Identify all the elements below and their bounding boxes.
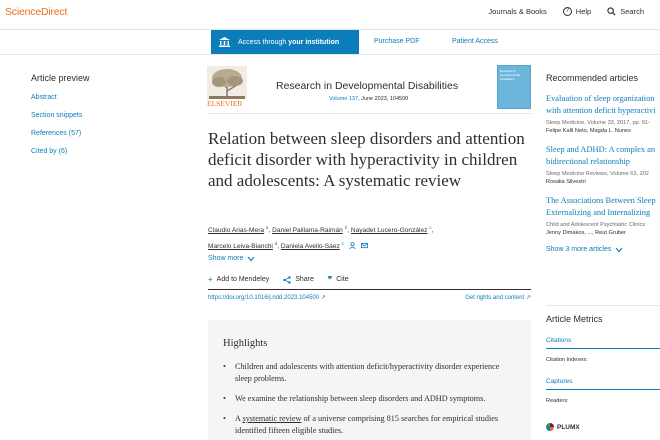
search-icon — [607, 7, 616, 16]
top-bar — [0, 0, 660, 30]
cite-label: Cite — [336, 276, 349, 283]
affiliation-sup[interactable]: d — [274, 241, 278, 247]
recommended-item-source: Sleep Medicine Reviews, Volume 63, 202 — [546, 171, 649, 177]
elsevier-wordmark: ELSEVIER — [207, 99, 243, 108]
readers-label: Readers: — [546, 398, 569, 404]
journal-cover-image[interactable] — [497, 65, 531, 109]
cite-button[interactable] — [328, 275, 349, 284]
access-label: Access through your institution — [238, 38, 340, 46]
author-link[interactable]: Daniela Avello-Sáez — [280, 243, 340, 251]
email-icon[interactable] — [361, 242, 368, 249]
chevron-down-icon — [247, 256, 255, 262]
affiliation-sup[interactable]: a — [265, 225, 269, 230]
affiliation-sup[interactable]: b — [344, 225, 348, 230]
recommended-item-authors: Jenny Dimakos, ..., Reut Gruber — [546, 230, 626, 236]
rights-link[interactable] — [465, 294, 531, 301]
volume-link[interactable]: Volume 137 — [329, 96, 359, 102]
plumx-icon — [546, 423, 554, 431]
affiliation-sup[interactable]: c — [341, 241, 344, 247]
plumx-label: PLUMX — [557, 423, 580, 431]
help-label: Help — [575, 7, 592, 16]
show-more-articles-label: Show 3 more articles — [546, 246, 612, 253]
recommended-item-authors: Rosalia Silvestri — [546, 179, 586, 185]
add-to-mendeley-button[interactable] — [208, 275, 269, 284]
nav-cited-by[interactable]: Cited by (6) — [31, 148, 68, 155]
access-bar — [0, 30, 660, 55]
share-button[interactable] — [283, 276, 314, 284]
highlight-text: of a universe comprising 815 searches for empirical studies identified fifteen eligible studies. — [235, 414, 499, 435]
share-label: Share — [295, 276, 314, 283]
recommended-item-source: Sleep Medicine, Volume 33, 2017, pp. 91- — [546, 120, 650, 126]
journal-title[interactable]: Research in Developmental Disabilities — [276, 80, 459, 92]
journals-books-link[interactable] — [488, 7, 546, 16]
highlight-item — [223, 413, 516, 437]
patient-access-link[interactable]: Patient Access — [452, 38, 498, 45]
search-label: Search — [620, 7, 644, 16]
quote-icon: ❞ — [327, 275, 333, 284]
institution-icon — [219, 37, 230, 47]
article-metrics-title: Article Metrics — [546, 314, 603, 324]
recommended-title: Recommended articles — [546, 73, 639, 83]
external-link-icon: ↗ — [320, 295, 326, 301]
article-preview-nav — [31, 73, 161, 166]
nav-references[interactable]: References (57) — [31, 130, 82, 137]
author-link[interactable]: Nayadet Lucero-González — [350, 227, 428, 235]
highlights-title: Highlights — [223, 338, 268, 349]
citation-indexes-label: Citation Indexes: — [546, 357, 588, 363]
plus-icon: + — [208, 275, 213, 284]
journal-volume-info — [329, 96, 408, 102]
citations-heading: Citations — [546, 337, 572, 344]
highlight-item: • We examine the relationship between sleep disorders and ADHD symptoms. — [223, 393, 516, 405]
purchase-pdf-link[interactable]: Purchase PDF — [374, 38, 420, 45]
author-list: Claudio Arias-Mera $^a$, Daniel Paillama-Raimán $^b$, Nayadet Lucero-González $^c$, Marcelo Leiva-Bianchi $^d$, Daniela Avello-Sáez $^c$ — [208, 225, 434, 251]
date-article-id: , June 2023, 104500 — [358, 96, 409, 102]
rights-text: Get rights and content — [465, 295, 525, 301]
journal-header — [207, 64, 531, 114]
recommended-item-title[interactable]: The Associations Between Sleep Externalizing and Internalizing — [546, 196, 656, 217]
person-icon[interactable] — [349, 242, 356, 249]
access-institution-button[interactable] — [211, 30, 359, 54]
doi-text: https://doi.org/10.1016/j.ridd.2023.104500 — [208, 295, 320, 301]
highlight-text: A — [235, 414, 243, 423]
help-link[interactable] — [563, 7, 591, 16]
doi-link[interactable] — [208, 295, 326, 301]
captures-heading: Captures — [546, 378, 573, 385]
citations-rule — [546, 348, 660, 349]
top-nav — [488, 7, 644, 16]
share-icon — [283, 276, 291, 284]
highlight-item: • Children and adolescents with attention deficit/hyperactivity disorder experience sleep problems. — [223, 361, 516, 385]
search-link[interactable] — [607, 7, 644, 16]
affiliation-sup[interactable]: c — [429, 225, 432, 230]
show-more-authors-button[interactable] — [208, 255, 255, 262]
cover-title-text: Research in Developmental Disabilities — [500, 69, 521, 81]
chevron-down-icon — [615, 247, 623, 253]
recommended-item — [546, 195, 660, 237]
show-more-articles-button[interactable] — [546, 246, 660, 253]
systematic-review-link[interactable]: systematic review — [242, 414, 302, 423]
nav-section-snippets[interactable]: Section snippets — [31, 112, 83, 119]
external-link-icon: ↗ — [525, 295, 531, 301]
nav-abstract[interactable]: Abstract — [31, 94, 57, 101]
plumx-logo[interactable] — [546, 423, 580, 431]
highlights-box — [208, 320, 531, 440]
recommended-articles — [546, 73, 660, 253]
author-link[interactable]: Claudio Arias-Mera — [208, 227, 265, 235]
recommended-item — [546, 144, 660, 186]
recommended-item — [546, 93, 660, 135]
sciencedirect-logo[interactable]: ScienceDirect — [5, 6, 68, 18]
doi-row — [208, 294, 531, 301]
recommended-item-title[interactable]: Evaluation of sleep organization with attention deficit hyperactivi — [546, 94, 656, 115]
journals-books-label: Journals & Books — [488, 7, 547, 16]
divider — [546, 305, 660, 306]
help-icon: ? — [563, 7, 572, 16]
recommended-item-title[interactable]: Sleep and ADHD: A complex an bidirectional relationship — [546, 145, 656, 166]
show-more-label: Show more — [208, 255, 244, 262]
captures-rule — [546, 389, 660, 390]
mendeley-label: Add to Mendeley — [216, 276, 270, 283]
author-link[interactable]: Marcelo Leiva-Bianchi — [208, 243, 273, 251]
article-preview-title: Article preview — [31, 73, 90, 83]
article-title: Relation between sleep disorders and attention deficit disorder with hyperactivity in children and adolescents: A systematic review — [208, 129, 525, 190]
recommended-item-authors: Felipe Kalil Neto, Magda L. Nunes — [546, 128, 631, 134]
recommended-item-source: Child and Adolescent Psychiatric Clinics — [546, 222, 646, 228]
author-link[interactable]: Daniel Paillama-Raimán — [272, 227, 343, 235]
article-actions — [208, 272, 531, 290]
